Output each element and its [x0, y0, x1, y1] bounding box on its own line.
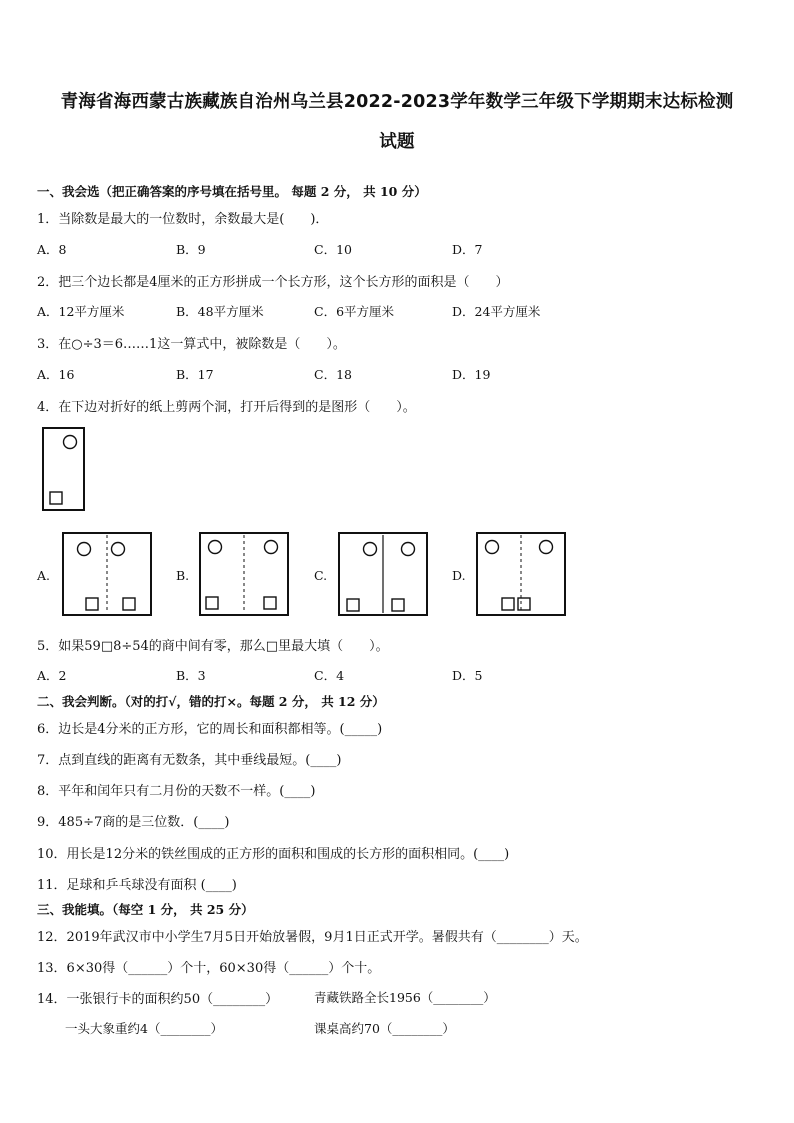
q4-option-b-figure — [198, 531, 290, 617]
q1-option-d: D．7 — [452, 242, 483, 257]
document-title: 青海省海西蒙古族藏族自治州乌兰县2022-2023学年数学三年级下学期期末达标检测 — [60, 92, 734, 112]
question-10: 10．用长是12分米的铁丝围成的正方形的面积和围成的长方形的面积相同。(____) — [37, 847, 510, 862]
q5-option-d: D．5 — [452, 668, 483, 683]
question-9: 9．485÷7商的是三位数．(____) — [37, 815, 230, 830]
question-4: 4．在下边对折好的纸上剪两个洞，打开后得到的是图形（ ）。 — [37, 400, 416, 415]
question-13: 13．6×30得（______）个十，60×30得（______）个十。 — [37, 961, 381, 976]
q1-option-b: B．9 — [176, 242, 206, 257]
q1-option-c: C．10 — [314, 242, 352, 257]
question-8: 8．平年和闰年只有二月份的天数不一样。(____) — [37, 784, 316, 799]
section-heading-1: 一、我会选（把正确答案的序号填在括号里。 每题 2 分， 共 10 分） — [37, 184, 427, 199]
folded-paper-figure — [40, 426, 86, 512]
q2-option-b: B．48平方厘米 — [176, 304, 264, 319]
section-heading-3: 三、我能填。（每空 1 分， 共 25 分） — [37, 902, 254, 917]
q2-option-a: A．12平方厘米 — [37, 304, 125, 319]
q3-option-b: B．17 — [176, 367, 214, 382]
question-1: 1．当除数是最大的一位数时，余数最大是( )． — [37, 212, 329, 227]
q5-option-b: B．3 — [176, 668, 206, 683]
question-14-b: 青藏铁路全长1956（________） — [314, 990, 496, 1005]
document-title-line2: 试题 — [379, 132, 415, 152]
q4-option-c-figure — [337, 531, 429, 617]
q4-option-d-figure — [475, 531, 567, 617]
question-14-a: 14．一张银行卡的面积约50（________） — [37, 992, 279, 1007]
question-6: 6．边长是4分米的正方形，它的周长和面积都相等。(_____) — [37, 722, 383, 737]
q4-option-a-label: A. — [37, 568, 51, 583]
q5-option-a: A．2 — [37, 668, 67, 683]
question-7: 7．点到直线的距离有无数条，其中垂线最短。(____) — [37, 753, 342, 768]
question-12: 12．2019年武汉市中小学生7月5日开始放暑假，9月1日正式开学。暑假共有（________）天。 — [37, 930, 588, 945]
q4-option-a-figure — [61, 531, 153, 617]
q4-option-c-label: C. — [314, 568, 328, 583]
question-5: 5．如果59□8÷54的商中间有零，那么□里最大填（ ）。 — [37, 639, 389, 654]
q5-option-c: C．4 — [314, 668, 345, 683]
question-11: 11．足球和乒乓球没有面积 (____) — [37, 878, 237, 893]
q3-option-a: A．16 — [37, 367, 75, 382]
q3-option-c: C．18 — [314, 367, 352, 382]
q2-option-c: C．6平方厘米 — [314, 304, 395, 319]
question-3: 3．在○÷3＝6……1这一算式中，被除数是（ ）。 — [37, 337, 346, 352]
question-14-c: 一头大象重约4（________） — [65, 1021, 223, 1036]
q4-option-b-label: B. — [176, 568, 190, 583]
section-heading-2: 二、我会判断。（对的打√，错的打×。每题 2 分， 共 12 分） — [37, 694, 385, 709]
question-2: 2．把三个边长都是4厘米的正方形拼成一个长方形，这个长方形的面积是（ ） — [37, 275, 509, 290]
q2-option-d: D．24平方厘米 — [452, 304, 541, 319]
q4-option-d-label: D. — [452, 568, 466, 583]
question-14-d: 课桌高约70（________） — [314, 1021, 455, 1036]
q1-option-a: A．8 — [37, 242, 67, 257]
q3-option-d: D．19 — [452, 367, 491, 382]
